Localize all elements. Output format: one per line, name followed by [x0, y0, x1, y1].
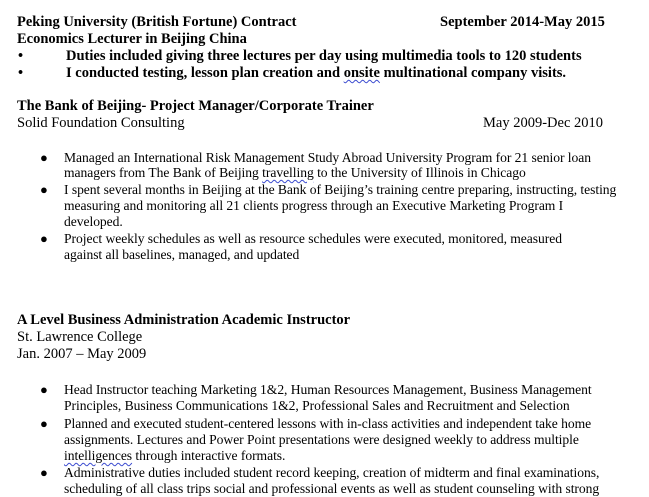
job2-bullet-2-line-1: I spent several months in Beijing at the Bank of Beijing’s training centre preparing, instructing, testing — [64, 182, 617, 197]
job1-dates: September 2014-May 2015 — [440, 14, 605, 30]
job2-bullet-1-line-1: Managed an International Risk Management Study Abroad University Program for 21 senior loan — [64, 150, 592, 165]
bullet-marker: ● — [40, 465, 48, 480]
bullet-marker: • — [18, 65, 24, 81]
bullet-marker: ● — [40, 150, 48, 165]
job3-bullet-3-line-2: scheduling of all class trips social and professional events as well as student counseling with strong — [64, 481, 600, 496]
job3-bullet-2-line-1: Planned and executed student-centered lessons with in-class activities and independent take home — [64, 416, 592, 431]
bullet-marker: • — [18, 48, 24, 64]
bullet-marker: ● — [40, 182, 48, 197]
bullet-marker: ● — [40, 382, 48, 397]
job2-bullet-1-line-2: managers from The Bank of Beijing travelling to the University of Illinois in Chicago — [64, 165, 526, 180]
job3-bullet-2-line-2: assignments. Lectures and Power Point presentations were designed weekly to address multiple — [64, 432, 579, 447]
job3-title: A Level Business Administration Academic Instructor — [17, 312, 351, 328]
job2-bullet-2-line-2: measuring and monitoring all 21 clients progress through an Executive Marketing Program I — [64, 198, 564, 213]
spellcheck-word[interactable]: travelling — [262, 165, 314, 180]
job1-subtitle: Economics Lecturer in Beijing China — [17, 31, 247, 47]
job1-title: Peking University (British Fortune) Contract — [17, 14, 297, 30]
job2-bullet-3-line-2: against all baselines, managed, and updated — [64, 247, 300, 262]
job3-company: St. Lawrence College — [17, 329, 143, 345]
job2-dates: May 2009-Dec 2010 — [483, 115, 604, 131]
job1-bullet-1: Duties included giving three lectures per day using multimedia tools to 120 students — [66, 48, 582, 64]
spellcheck-word[interactable]: onsite — [343, 65, 380, 81]
job1-bullet-2: I conducted testing, lesson plan creation and onsite multinational company visits. — [66, 65, 567, 81]
job3-bullet-1-line-1: Head Instructor teaching Marketing 1&2, Human Resources Management, Business Management — [64, 382, 592, 397]
job3-bullet-3-line-1: Administrative duties included student record keeping, creation of midterm and final examinations, — [64, 465, 600, 480]
spellcheck-word[interactable]: intelligences — [64, 448, 133, 463]
bullet-marker: ● — [40, 416, 48, 431]
job3-bullet-1-line-2: Principles, Business Communications 1&2, Professional Sales and Recruitment and Selection — [64, 398, 570, 413]
job2-bullet-3-line-1: Project weekly schedules as well as resource schedules were executed, monitored, measured — [64, 231, 562, 246]
job3-bullet-2-line-3: intelligences through interactive formats. — [64, 448, 286, 463]
job3-dates: Jan. 2007 – May 2009 — [17, 346, 147, 362]
bullet-marker: ● — [40, 231, 48, 246]
job2-company: Solid Foundation Consulting — [17, 115, 185, 131]
job2-bullet-2-line-3: developed. — [64, 214, 123, 229]
job2-title: The Bank of Beijing- Project Manager/Corporate Trainer — [17, 98, 374, 114]
